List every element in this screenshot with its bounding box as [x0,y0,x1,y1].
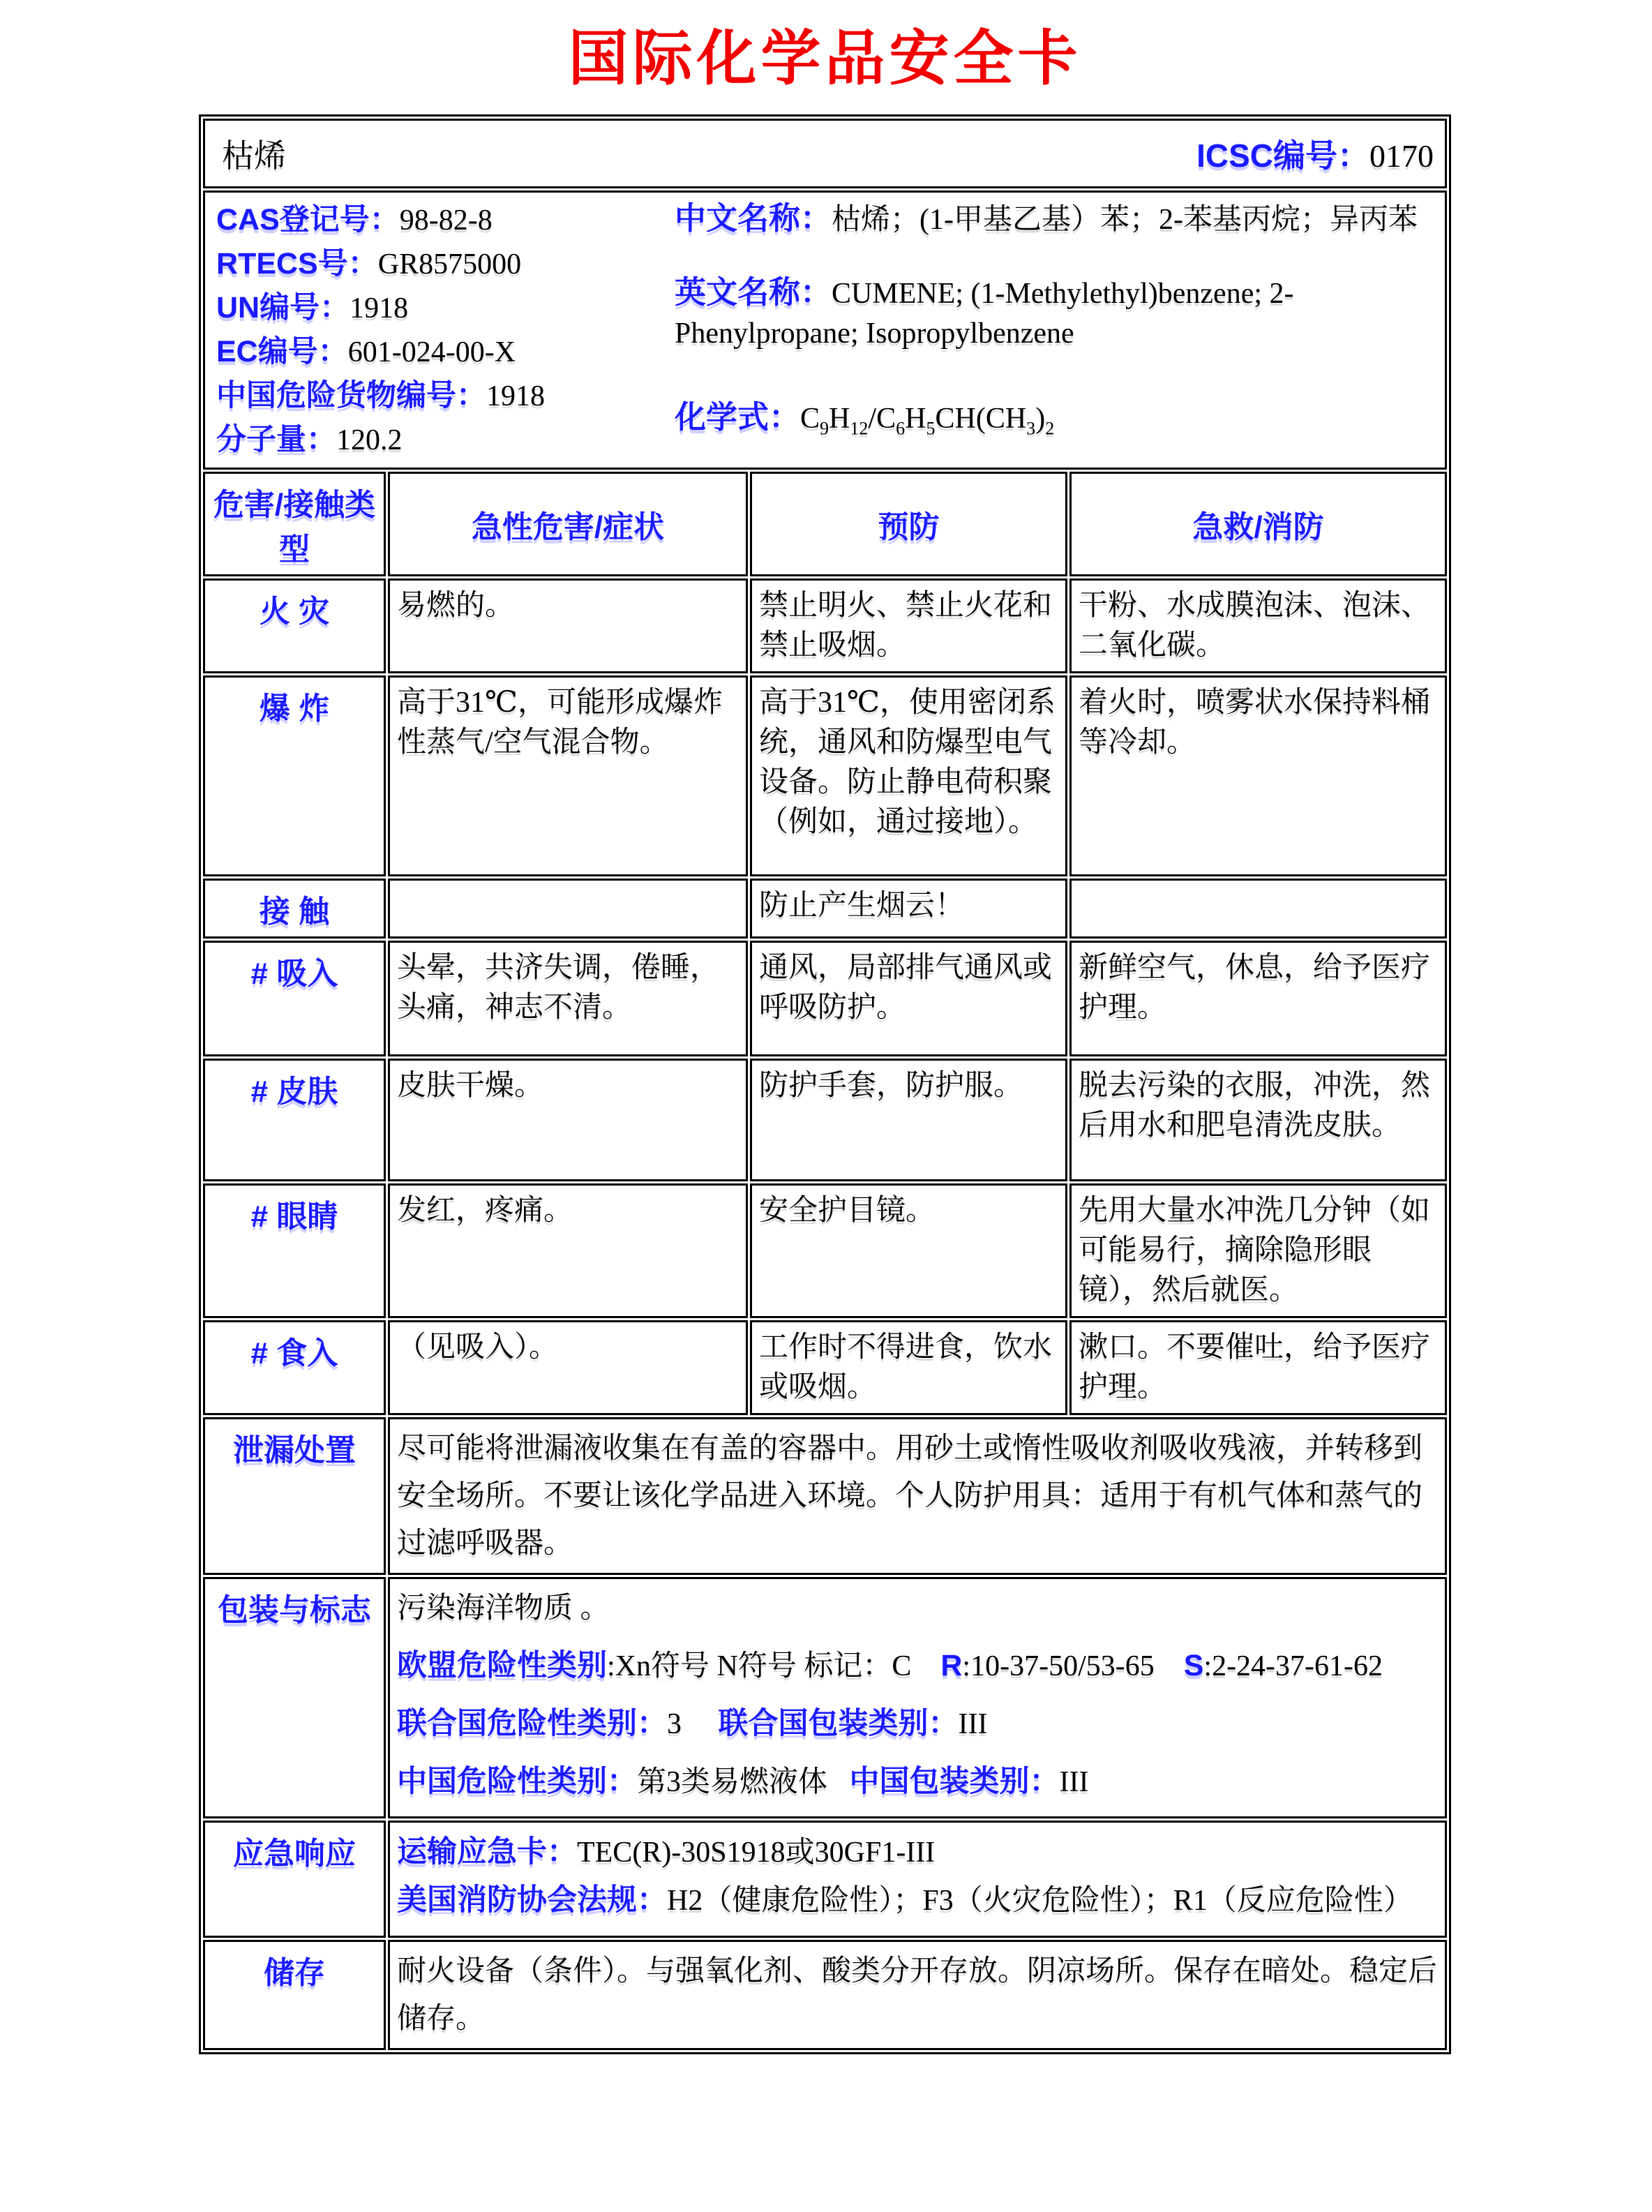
un-packing-group-value: III [958,1708,988,1740]
s-phrases-value: :2-24-37-61-62 [1203,1650,1383,1682]
icsc-number: 0170 [1369,138,1434,174]
cas-number-label: CAS登记号： [216,203,400,237]
skin-symptoms-cell: 皮肤干燥。 [388,1059,748,1181]
china-dg-number-label: 中国危险货物编号： [216,379,486,412]
hazard-row-contact [203,879,1447,939]
ec-number-line [216,330,669,374]
icsc-number-group [1196,130,1438,177]
packaging-label-cell: 包装与标志 [203,1577,386,1818]
section-row-storage [203,1940,1447,2050]
spill-label-cell: 泄漏处置 [203,1417,386,1575]
rtecs-number-label: RTECS号： [216,247,378,281]
fire-response-cell: 干粉、水成膜泡沫、泡沫、二氧化碳。 [1069,578,1447,673]
explosion-response-cell: 着火时，喷雾状水保持料桶等冷却。 [1069,675,1447,876]
section-row-emergency [203,1821,1447,1938]
identifiers-row [203,190,1447,470]
header-prevention: 预防 [750,472,1067,576]
nfpa-label: 美国消防协会法规： [397,1883,667,1917]
chemical-names [669,198,1438,462]
skin-response-cell: 脱去污染的衣服，冲洗，然后用水和肥皂清洗皮肤。 [1069,1059,1447,1181]
hazard-row-skin [203,1059,1447,1181]
ingestion-symptoms-cell: （见吸入）。 [388,1320,748,1415]
hazard-row-ingestion [203,1320,1447,1415]
r-phrases-label: R [940,1649,963,1682]
tec-card-line [397,1828,1438,1876]
molecular-weight-label: 分子量： [216,423,336,456]
identifier-list [212,198,669,462]
cas-number-value: 98-82-8 [399,204,493,237]
un-number-label: UN编号： [216,291,350,324]
hazard-row-eyes [203,1183,1447,1318]
hazard-row-fire [203,578,1447,673]
un-hazard-class-value: 3 [667,1708,719,1740]
eu-class-value: :Xn符号 N符号 标记：C [607,1650,941,1682]
fire-symptoms-cell: 易燃的。 [388,578,748,673]
nfpa-line [397,1876,1438,1925]
marine-pollutant-line: 污染海洋物质 。 [397,1592,610,1624]
title-row [203,119,1447,188]
explosion-prevention-cell: 高于31℃，使用密闭系统，通风和防爆型电气设备。防止静电荷积聚（例如，通过接地）。 [750,675,1067,876]
r-phrases-value: :10-37-50/53-65 [962,1650,1184,1682]
packaging-content-cell [388,1577,1447,1818]
eyes-symptoms-cell: 发红，疼痛。 [388,1183,748,1318]
inhalation-type-cell: # 吸入 [203,941,386,1056]
china-hazard-class-value: 第3类易燃液体 [637,1766,850,1798]
emergency-content-cell [388,1821,1447,1938]
section-row-spill [203,1417,1447,1575]
un-packing-group-label: 联合国包装类别： [718,1707,959,1740]
identifiers-row-cell [203,190,1447,470]
skin-type-cell: # 皮肤 [203,1059,386,1181]
header-symptoms: 急性危害/症状 [388,472,748,576]
skin-prevention-cell: 防护手套，防护服。 [750,1059,1067,1181]
chinese-name-label: 中文名称： [675,200,832,236]
ingestion-prevention-cell: 工作时不得进食，饮水或吸烟。 [750,1320,1067,1415]
contact-type-cell: 接 触 [203,879,386,939]
ec-number-label: EC编号： [216,335,348,368]
molecular-weight-line [216,418,669,462]
china-hazard-class-label: 中国危险性类别： [397,1765,637,1798]
molecular-weight-value: 120.2 [336,424,403,456]
fire-prevention-cell: 禁止明火、禁止火花和禁止吸烟。 [750,578,1067,673]
english-name-line [675,272,1438,354]
un-classification-line [397,1700,1438,1748]
china-packing-group-label: 中国包装类别： [849,1765,1060,1798]
storage-content-cell: 耐火设备（条件）。与强氧化剂、酸类分开存放。阴凉场所。保存在暗处。稳定后储存。 [388,1940,1447,2050]
s-phrases-label: S [1183,1649,1204,1682]
eu-classification-line [397,1642,1438,1690]
ingestion-type-cell: # 食入 [203,1320,386,1415]
eyes-type-cell: # 眼睛 [203,1183,386,1318]
formula-label: 化学式： [675,399,801,435]
eyes-response-cell: 先用大量水冲洗几分钟（如可能易行，摘除隐形眼镜），然后就医。 [1069,1183,1447,1318]
inhalation-response-cell: 新鲜空气，休息，给予医疗护理。 [1069,941,1447,1056]
inhalation-prevention-cell: 通风，局部排气通风或呼吸防护。 [750,941,1067,1056]
rtecs-number-line [216,242,669,286]
rtecs-number-value: GR8575000 [377,248,522,281]
chinese-name-value: 枯烯；(1-甲基乙基）苯；2-苯基丙烷；异丙苯 [832,204,1418,236]
china-dg-number-value: 1918 [486,380,545,412]
tec-card-value: TEC(R)-30S1918或30GF1-III [577,1837,936,1869]
spill-content-cell: 尽可能将泄漏液收集在有盖的容器中。用砂土或惰性吸收剂吸收残液，并转移到安全场所。不要让该化学品进入环境。个人防护用具：适用于有机气体和蒸气的过滤呼吸器。 [388,1417,1447,1575]
explosion-symptoms-cell: 高于31℃，可能形成爆炸性蒸气/空气混合物。 [388,675,748,876]
english-name-label: 英文名称： [675,274,832,310]
cas-number-line [216,198,669,242]
title-row-cell [203,119,1447,188]
hazard-row-inhalation [203,941,1447,1056]
ingestion-response-cell: 漱口。不要催吐，给予医疗护理。 [1069,1320,1447,1415]
china-dg-number-line [216,374,669,418]
formula-value: $C_9H_{12}/C_6H_5CH(CH_3)_2$ [800,403,1055,439]
china-classification-line [397,1758,1438,1806]
fire-type-cell: 火 灾 [203,578,386,673]
emergency-label-cell: 应急响应 [203,1821,386,1938]
header-response: 急救/消防 [1069,472,1447,576]
header-hazard-type: 危害/接触类型 [203,472,386,576]
ec-number-value: 601-024-00-X [347,336,516,368]
china-packing-group-value: III [1059,1766,1089,1798]
contact-symptoms-cell [388,879,748,939]
chinese-name-line [675,198,1438,240]
nfpa-value: H2（健康危险性）；F3（火灾危险性）；R1（反应危险性） [667,1885,1413,1917]
explosion-type-cell: 爆 炸 [203,675,386,876]
page-title: 国际化学品安全卡 [568,25,1082,92]
eu-class-label: 欧盟危险性类别 [397,1649,607,1682]
formula-line [675,397,1438,439]
substance-name: 枯烯 [222,138,286,174]
icsc-table [199,114,1451,2054]
hazard-table-header-row [203,472,1447,576]
english-name-value: CUMENE; (1-Methylethyl)benzene; 2-Phenylpropane; Isopropylbenzene [675,278,1294,350]
section-row-packaging [203,1577,1447,1818]
tec-card-label: 运输应急卡： [397,1835,577,1869]
hazard-row-explosion [203,675,1447,876]
un-hazard-class-label: 联合国危险性类别： [397,1707,667,1740]
eyes-prevention-cell: 安全护目镜。 [750,1183,1067,1318]
contact-response-cell [1069,879,1447,939]
contact-prevention-cell: 防止产生烟云！ [750,879,1067,939]
un-number-line [216,286,669,330]
inhalation-symptoms-cell: 头晕，共济失调，倦睡，头痛，神志不清。 [388,941,748,1056]
storage-label-cell: 储存 [203,1940,386,2050]
icsc-number-label: ICSC编号： [1196,137,1369,174]
un-number-value: 1918 [350,292,409,324]
